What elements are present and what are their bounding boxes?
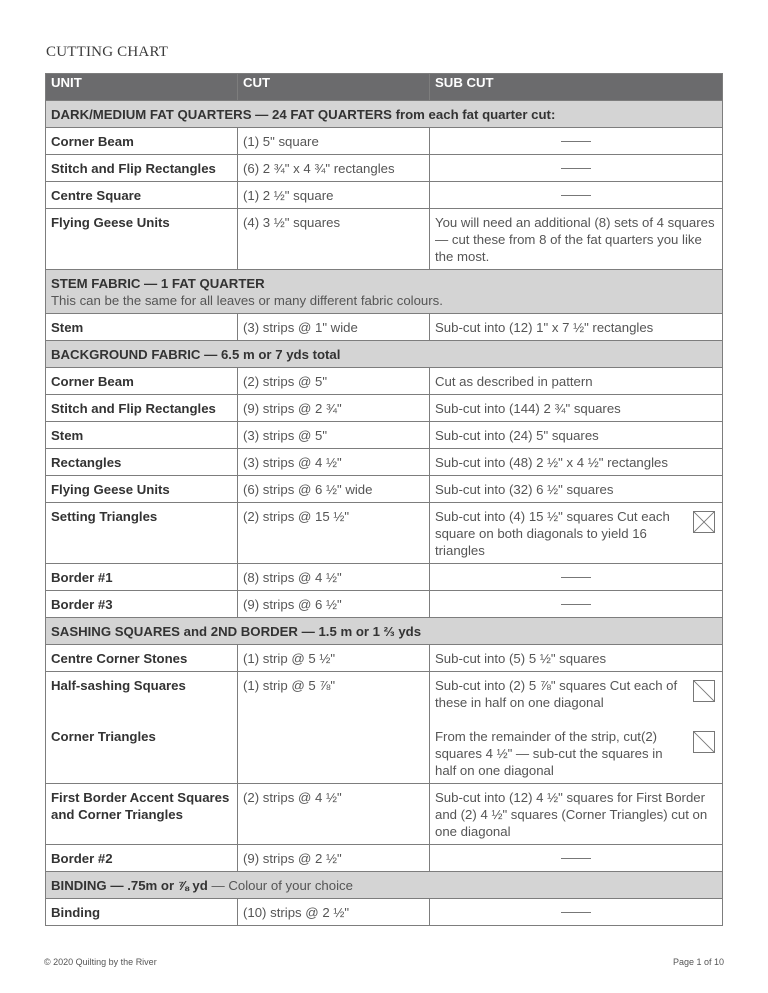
unit-text: Half-sashing Squares <box>51 678 186 693</box>
cut-cell: (1) 5" square <box>238 128 430 155</box>
cutting-chart-table <box>45 73 723 926</box>
subcut-cell: Sub-cut into (5) 5 ½" squares <box>430 645 723 672</box>
subcut-cell: Sub-cut into (144) 2 ¾" squares <box>430 395 723 422</box>
unit-cell: Centre Corner Stones <box>46 645 238 672</box>
cut-cell: (1) 2 ½" square <box>238 182 430 209</box>
header-cut: CUT <box>238 74 430 101</box>
section-heading-row <box>46 101 723 128</box>
table-row <box>46 784 723 845</box>
subcut-cell <box>430 672 723 784</box>
unit-cell <box>46 672 238 784</box>
unit-cell: Border #3 <box>46 591 238 618</box>
table-row <box>46 422 723 449</box>
section-heading-row <box>46 270 723 314</box>
header-subcut: SUB CUT <box>430 74 723 101</box>
subcut-cell <box>430 182 723 209</box>
header-unit: UNIT <box>46 74 238 101</box>
subcut-text-2: From the remainder of the strip, cut(2) squares 4 ½" — sub-cut the squares in half on one diagonal <box>435 729 663 778</box>
unit-cell: Rectangles <box>46 449 238 476</box>
empty-dash <box>561 858 591 859</box>
cut-cell: (2) strips @ 5" <box>238 368 430 395</box>
subcut-cell <box>430 591 723 618</box>
subcut-cell: Sub-cut into (24) 5" squares <box>430 422 723 449</box>
cut-cell: (2) strips @ 15 ½" <box>238 503 430 564</box>
unit-cell: Binding <box>46 899 238 926</box>
cut-cell: (9) strips @ 2 ½" <box>238 845 430 872</box>
subcut-text: Sub-cut into (4) 15 ½" squares Cut each square on both diagonals to yield 16 triangles <box>435 509 670 558</box>
table-row <box>46 314 723 341</box>
empty-dash <box>561 577 591 578</box>
empty-dash <box>561 195 591 196</box>
unit-cell: Corner Beam <box>46 368 238 395</box>
table-header-row <box>46 74 723 101</box>
section-heading: BINDING — .75m or ⅞ yd <box>51 878 208 893</box>
table-row <box>46 645 723 672</box>
square-one-diagonal-icon <box>693 731 715 753</box>
page-title: CUTTING CHART <box>46 44 169 60</box>
unit-cell: Stitch and Flip Rectangles <box>46 395 238 422</box>
table-row <box>46 476 723 503</box>
table-row <box>46 564 723 591</box>
table-row <box>46 591 723 618</box>
cut-cell: (4) 3 ½" squares <box>238 209 430 270</box>
table-row <box>46 899 723 926</box>
section-heading-cell <box>46 270 723 314</box>
subcut-cell <box>430 155 723 182</box>
table-row <box>46 182 723 209</box>
subcut-cell: You will need an additional (8) sets of 4 squares — cut these from 8 of the fat quarters you like the most. <box>430 209 723 270</box>
section-heading: SASHING SQUARES and 2ND BORDER — 1.5 m or 1 ⅔ yds <box>46 618 723 645</box>
section-heading: DARK/MEDIUM FAT QUARTERS — 24 FAT QUARTERS from each fat quarter cut: <box>46 101 723 128</box>
subcut-cell <box>430 503 723 564</box>
subcut-cell: Sub-cut into (32) 6 ½" squares <box>430 476 723 503</box>
subcut-cell: Sub-cut into (48) 2 ½" x 4 ½" rectangles <box>430 449 723 476</box>
unit-cell: Flying Geese Units <box>46 476 238 503</box>
subcut-cell: Sub-cut into (12) 4 ½" squares for First Border and (2) 4 ½" squares (Corner Triangles) cut on one diagonal <box>430 784 723 845</box>
table-row <box>46 368 723 395</box>
section-note: This can be the same for all leaves or many different fabric colours. <box>51 293 443 308</box>
cut-cell: (1) strip @ 5 ½" <box>238 645 430 672</box>
subcut-text: Sub-cut into (2) 5 ⅞" squares Cut each of these in half on one diagonal <box>435 678 678 710</box>
table-row <box>46 449 723 476</box>
cut-cell: (3) strips @ 4 ½" <box>238 449 430 476</box>
table-row <box>46 845 723 872</box>
subcut-cell <box>430 899 723 926</box>
cut-cell: (10) strips @ 2 ½" <box>238 899 430 926</box>
section-heading-row <box>46 618 723 645</box>
empty-dash <box>561 141 591 142</box>
unit-cell: Corner Beam <box>46 128 238 155</box>
section-heading: BACKGROUND FABRIC — 6.5 m or 7 yds total <box>46 341 723 368</box>
footer-page-number: Page 1 of 10 <box>672 957 724 967</box>
unit-cell: Border #2 <box>46 845 238 872</box>
table-row <box>46 128 723 155</box>
cut-cell: (6) 2 ¾" x 4 ¾" rectangles <box>238 155 430 182</box>
unit-text-2: Corner Triangles <box>51 729 156 744</box>
cut-cell: (1) strip @ 5 ⅞" <box>238 672 430 784</box>
unit-cell: First Border Accent Squares and Corner Triangles <box>46 784 238 845</box>
table-row <box>46 395 723 422</box>
unit-cell: Setting Triangles <box>46 503 238 564</box>
cut-cell: (3) strips @ 1" wide <box>238 314 430 341</box>
subcut-cell <box>430 564 723 591</box>
unit-cell: Flying Geese Units <box>46 209 238 270</box>
table-row <box>46 672 723 784</box>
table-row <box>46 155 723 182</box>
cut-cell: (9) strips @ 6 ½" <box>238 591 430 618</box>
section-heading-suffix: — Colour of your choice <box>207 878 353 893</box>
empty-dash <box>561 912 591 913</box>
cut-cell: (9) strips @ 2 ¾" <box>238 395 430 422</box>
cut-cell: (2) strips @ 4 ½" <box>238 784 430 845</box>
subcut-cell <box>430 845 723 872</box>
unit-cell: Centre Square <box>46 182 238 209</box>
unit-cell: Border #1 <box>46 564 238 591</box>
subcut-cell <box>430 128 723 155</box>
table-row <box>46 503 723 564</box>
cut-cell: (3) strips @ 5" <box>238 422 430 449</box>
section-heading: STEM FABRIC — 1 FAT QUARTER <box>51 276 265 291</box>
subcut-cell: Cut as described in pattern <box>430 368 723 395</box>
table-row <box>46 209 723 270</box>
unit-cell: Stem <box>46 422 238 449</box>
cut-cell: (8) strips @ 4 ½" <box>238 564 430 591</box>
footer-copyright: © 2020 Quilting by the River <box>44 957 157 967</box>
empty-dash <box>561 168 591 169</box>
empty-dash <box>561 604 591 605</box>
unit-cell: Stitch and Flip Rectangles <box>46 155 238 182</box>
section-heading-row <box>46 341 723 368</box>
section-heading-row <box>46 872 723 899</box>
subcut-cell: Sub-cut into (12) 1" x 7 ½" rectangles <box>430 314 723 341</box>
cut-cell: (6) strips @ 6 ½" wide <box>238 476 430 503</box>
unit-cell: Stem <box>46 314 238 341</box>
section-heading-cell <box>46 872 723 899</box>
square-both-diagonals-icon <box>693 511 715 533</box>
square-one-diagonal-icon <box>693 680 715 702</box>
